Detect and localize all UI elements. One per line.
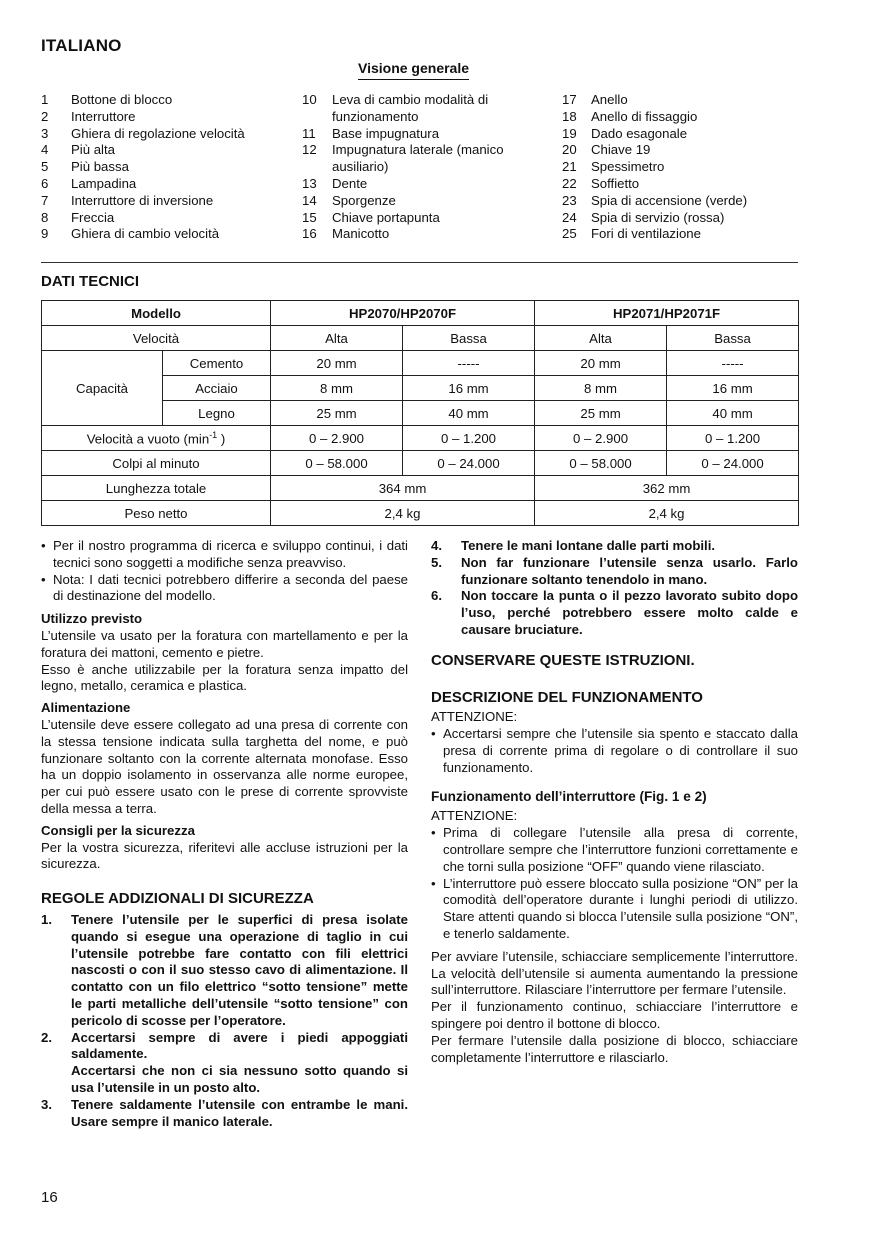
power-supply-title: Alimentazione xyxy=(41,700,131,716)
table-row: Lunghezza totale 364 mm 362 mm xyxy=(42,476,799,501)
bpm-label: Colpi al minuto xyxy=(42,451,271,476)
specs-title: DATI TECNICI xyxy=(41,273,140,290)
left-column: • Per il nostro programma di ricerca e sviluppo continui, i dati tecnici sono soggetti a modifiche senza preavviso. • Nota: I dati tecnici potrebbero differire a seconda del paese di destinazione del modello. Utilizzo previsto L’utensile va usato per la foratura con martellamento e per la foratura dei mattoni, cemento e pietre. Esso è anche utilizzabile per la foratura senza impatto del legno, metallo, ceramica e plastica. Alimentazione L’utensile deve essere collegato ad una presa di corrente con la stessa tensione indicata sulla targhetta del nome, e può funzionare soltanto con la corrente alternata monofase. Esso ha un doppio isolamento in osservanza alle norme europee, per cui può essere usato con le prese di corrente sprovviste della messa a terra. Consigli per la sicurezza Per la vostra sicurezza, riferitevi alle accluse istruzioni per la sicurezza. REGOLE ADDIZIONALI DI SICUREZZA 1. Tenere l’utensile per le superfici di presa isolate quando si esegue una operazione di taglio in cui l’utensile potrebbe fare contatto con fili elettrici nascosti o con il suo stesso cavo di alimentazione. Il contatto con un filo elettrico “sotto tensione” mette le parti metalliche dell’utensile “sotto tensione” con pericolo di scosse per l’operatore. 2. Accertarsi sempre di avere i piedi appoggiati saldamente. Accertarsi che non ci sia nessuno sotto quando si usa l’utensile in un posto alto. 3. Tenere saldamente l’utensile con entrambe le mani. Usare sempre il manico laterale. xyxy=(41,538,408,1129)
save-instructions-title: CONSERVARE QUESTE ISTRUZIONI. xyxy=(431,651,695,669)
safety-tips-title: Consigli per la sicurezza xyxy=(41,822,195,838)
list-item: 12 Impugnatura laterale (manico ausiliario) xyxy=(302,142,504,175)
table-row xyxy=(42,301,799,326)
page-number: 16 xyxy=(41,1189,58,1206)
list-item: 22 Soffietto xyxy=(562,175,640,191)
list-item: 20 Chiave 19 xyxy=(562,142,651,158)
switch-action-title: Funzionamento dell’interruttore (Fig. 1 e 2) xyxy=(431,788,707,804)
specs-table xyxy=(41,300,799,526)
language-heading: ITALIANO xyxy=(41,36,122,55)
list-item: 1 Bottone di blocco xyxy=(41,92,173,107)
list-item: • Per il nostro programma di ricerca e sviluppo continui, i dati tecnici sono soggetti a modifiche senza preavviso. xyxy=(41,538,408,570)
list-item: 23 Spia di accensione (verde) xyxy=(562,192,748,208)
list-item: 18 Anello di fissaggio xyxy=(562,108,698,124)
functional-description-title: DESCRIZIONE DEL FUNZIONAMENTO xyxy=(431,688,703,706)
list-item: 5. Non far funzionare l’utensile senza usarlo. Farlo funzionare soltanto tenendolo in mano. xyxy=(431,554,798,587)
list-item: 14 Sporgenze xyxy=(302,192,396,208)
overview-column-3 xyxy=(562,92,822,243)
model-b-header: HP2071/HP2071F xyxy=(535,301,799,326)
list-item: 21 Spessimetro xyxy=(562,159,665,175)
noload-label: Velocità a vuoto ($\min^{-1}$ ) xyxy=(42,426,271,451)
speed-label: Velocità xyxy=(42,326,271,351)
list-item: 4. Tenere le mani lontane dalle parti mobili. xyxy=(431,538,716,553)
table-row: Colpi al minuto 0 – 58.000 0 – 24.000 0 – 58.000 0 – 24.000 xyxy=(42,451,799,476)
list-item: 10 Leva di cambio modalità di funzionamento xyxy=(302,92,489,124)
list-item: 2 Interruttore xyxy=(41,108,136,124)
overview-title: Visione generale xyxy=(358,60,469,80)
section-divider xyxy=(41,262,798,263)
list-item: 11 Base impugnatura xyxy=(302,125,440,141)
intended-use-title: Utilizzo previsto xyxy=(41,611,143,627)
table-row: Legno 25 mm 40 mm 25 mm 40 mm xyxy=(42,401,799,426)
overview-column-2 xyxy=(302,92,547,243)
list-item: 5 Più bassa xyxy=(41,159,129,175)
list-item: 6. Non toccare la punta o il pezzo lavorato subito dopo l’uso, perché potrebbero essere molto calde e causare bruciature. xyxy=(431,588,798,637)
list-item: 15 Chiave portapunta xyxy=(302,209,440,225)
list-item: 1. Tenere l’utensile per le superfici di presa isolate quando si esegue una operazione di taglio in cui l’utensile potrebbe fare contatto con fili elettrici nascosti o con il suo stesso cavo di alimentazione. Il contatto con un filo elettrico “sotto tensione” mette le parti metalliche dell’utensile “sotto tensione” con pericolo di scosse per l’operatore. xyxy=(41,911,408,1028)
list-item: 25 Fori di ventilazione xyxy=(562,226,701,242)
list-item: 8 Freccia xyxy=(41,209,115,225)
table-row: Velocità Alta Bassa Alta Bassa xyxy=(42,326,799,351)
list-item: 3 Ghiera di regolazione velocità xyxy=(41,125,245,141)
right-column: 4. Tenere le mani lontane dalle parti mobili. 5. Non far funzionare l’utensile senza usarlo. Farlo funzionare soltanto tenendolo in mano. 6. Non toccare la punta o il pezzo lavorato subito dopo l’uso, perché potrebbero essere molto calde e causare bruciature. CONSERVARE QUESTE ISTRUZIONI. DESCRIZIONE DEL FUNZIONAMENTO ATTENZIONE: • Accertarsi sempre che l’utensile sia spento e staccato dalla presa di corrente prima di regolare o di controllare il suo funzionamento. Funzionamento dell’interruttore (Fig. 1 e 2) ATTENZIONE: • Prima di collegare l’utensile alla presa di corrente, controllare sempre che l’interruttore funzioni correttamente e che torni sulla posizione “OFF” quando viene rilasciato. • L’interruttore può essere bloccato sulla posizione “ON” per la comodità dell’operatore durante i lunghi periodi di utilizzo. Stare attenti quando si blocca l’utensile sulla posizione “ON”, e tenerlo saldamente. Per avviare l’utensile, schiacciare semplicemente l’interruttore. La velocità dell’utensile si aumenta aumentando la pressione sull’interruttore. Rilasciare l’interruttore per fermare l’utensile. Per il funzionamento continuo, schiacciare l’interruttore e spingere poi dentro il bottone di blocco. Per fermare l’utensile dalla posizione di blocco, schiacciare completamente l’interruttore e rilasciarlo. xyxy=(431,538,798,1065)
list-item: • Prima di collegare l’utensile alla presa di corrente, controllare sempre che l’interruttore funzioni correttamente e che torni sulla posizione “OFF” quando viene rilasciato. xyxy=(431,825,798,874)
list-item: 4 Più alta xyxy=(41,142,115,158)
list-item: • L’interruttore può essere bloccato sulla posizione “ON” per la comodità dell’operatore durante i lunghi periodi di utilizzo. Stare attenti quando si blocca l’utensile sulla posizione “ON”, e tenerlo saldamente. xyxy=(431,875,798,941)
length-label: Lunghezza totale xyxy=(42,476,271,501)
list-item: 17 Anello xyxy=(562,92,628,107)
list-item: 13 Dente xyxy=(302,175,368,191)
list-item: 9 Ghiera di cambio velocità xyxy=(41,226,220,242)
capacity-label: Capacità xyxy=(42,351,163,426)
overview-column-1 xyxy=(41,92,286,243)
list-item: 6 Lampadina xyxy=(41,175,137,191)
table-row: Velocità a vuoto ($\min^{-1}$ ) 0 – 2.900 0 – 1.200 0 – 2.900 0 – 1.200 xyxy=(42,426,799,451)
list-item: Accertarsi che non ci sia nessuno sotto quando si usa l’utensile in un posto alto. xyxy=(71,1063,408,1095)
table-row: Capacità Cemento 20 mm ----- 20 mm ----- xyxy=(42,351,799,376)
list-item: 7 Interruttore di inversione xyxy=(41,192,214,208)
list-item: 24 Spia di servizio (rossa) xyxy=(562,209,725,225)
table-row: Acciaio 8 mm 16 mm 8 mm 16 mm xyxy=(42,376,799,401)
list-item: 19 Dado esagonale xyxy=(562,125,688,141)
model-header: Modello xyxy=(42,301,271,326)
table-row: Peso netto 2,4 kg 2,4 kg xyxy=(42,501,799,526)
list-item: • Nota: I dati tecnici potrebbero differire a seconda del paese di destinazione del modello. xyxy=(41,571,408,604)
model-a-header: HP2070/HP2070F xyxy=(271,301,535,326)
weight-label: Peso netto xyxy=(42,501,271,526)
rules-title: REGOLE ADDIZIONALI DI SICUREZZA xyxy=(41,890,314,908)
list-item: 3. Tenere saldamente l’utensile con entrambe le mani. Usare sempre il manico laterale. xyxy=(41,1096,408,1129)
list-item: • Accertarsi sempre che l’utensile sia spento e staccato dalla presa di corrente prima di regolare o di controllare il suo funzionamento. xyxy=(431,726,798,775)
list-item: 2. Accertarsi sempre di avere i piedi appoggiati saldamente. xyxy=(41,1029,408,1062)
list-item: 16 Manicotto xyxy=(302,226,390,242)
